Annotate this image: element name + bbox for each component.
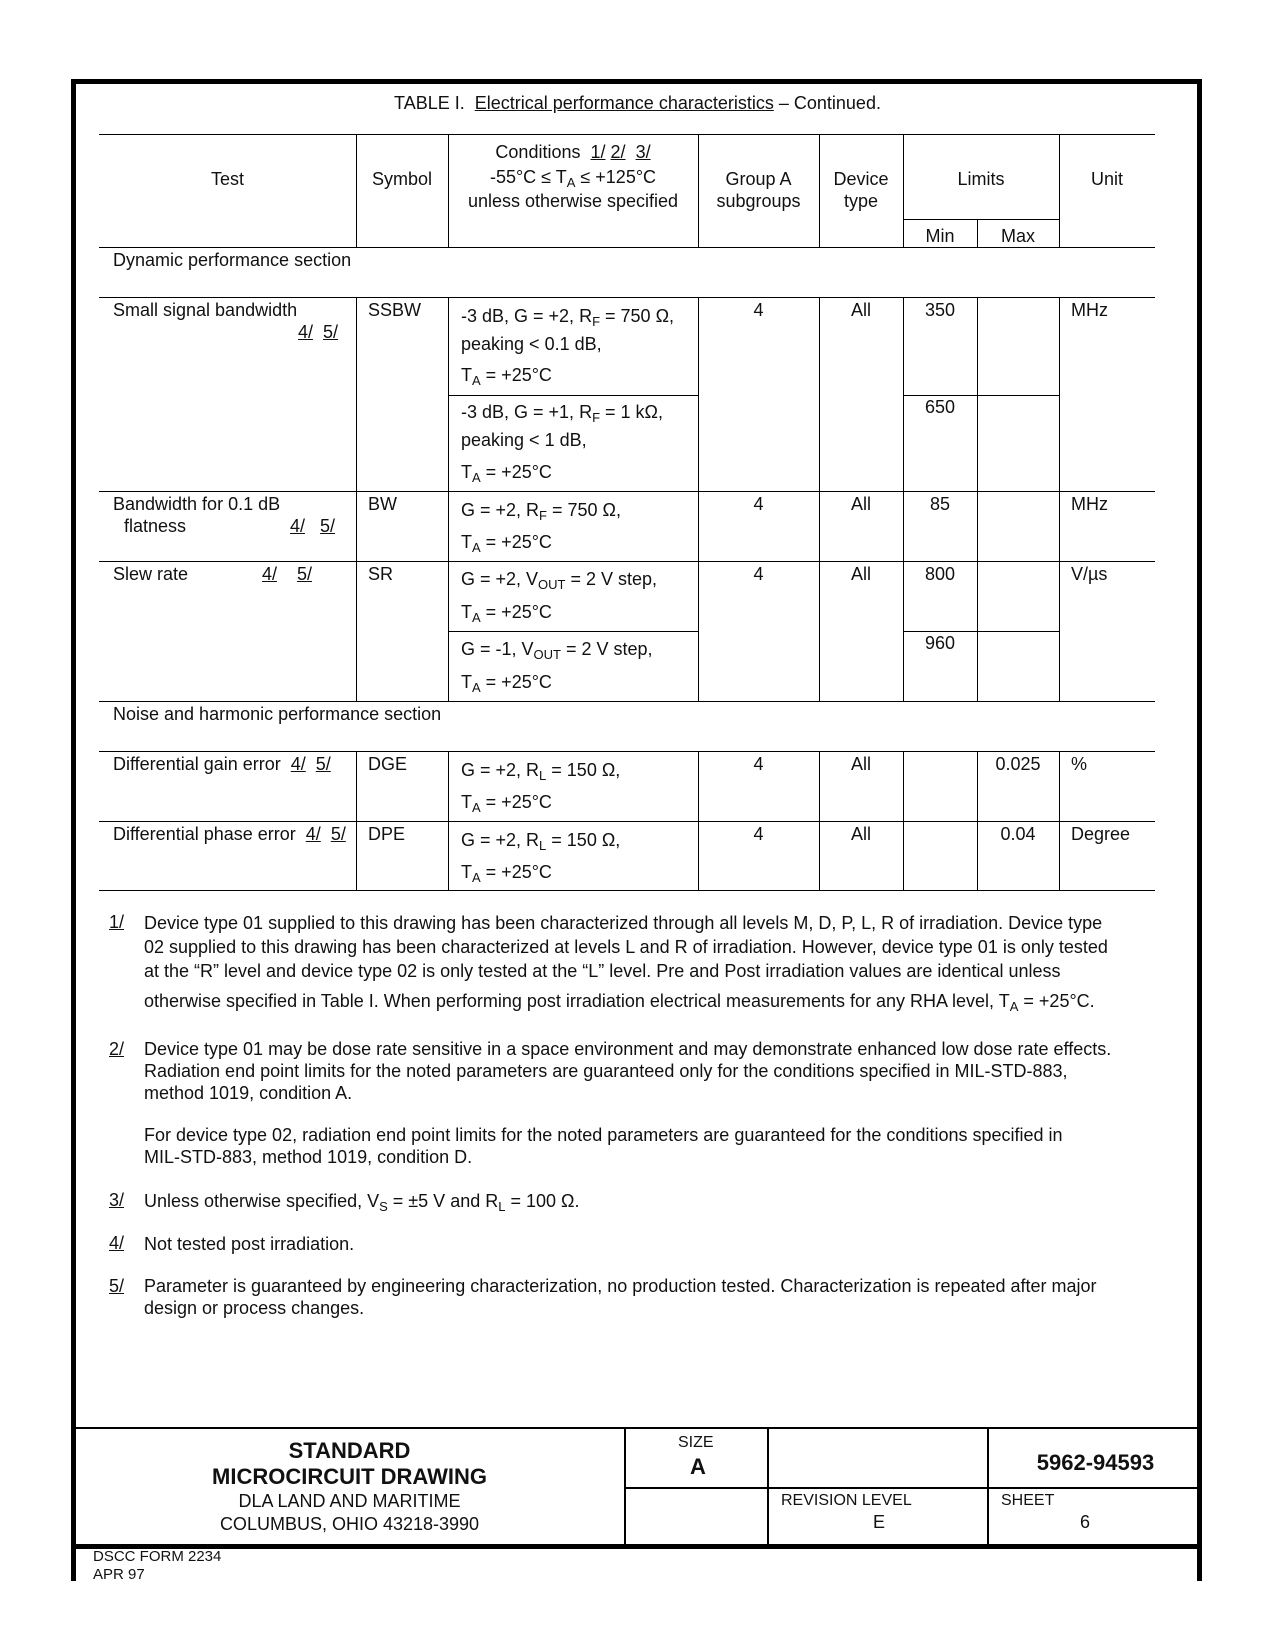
sr-cond1-line2: $T_A = +25^\circ C$ [461, 602, 552, 625]
ssbw-refs: 4/ 5/ [298, 322, 339, 342]
ssbw-cond2-line1: -3 dB, G = +1, $R_F = 1$ kΩ, [461, 402, 663, 425]
note-2: Device type 01 may be dose rate sensitive in a space environment and may demonstrate enhanced low dose rate effects. Radiation end point limits for the noted parameters are guaranteed only for the conditions specified in MIL-STD-883, method 1019, condition A. For device type 02, radiation end point limits for the noted parameters are guaranteed for the conditions specified in MIL-STD-883, method 1019, condition D. [144, 1039, 1112, 1167]
note-1-number: 1/ [109, 912, 125, 932]
sr-cond2-line1: G = -1, $V_{OUT} = 2$ V step, [461, 639, 653, 662]
header-unit: Unit [1090, 169, 1123, 189]
bw-cond-line1: G = +2, $R_F = 750$ Ω, [461, 500, 622, 523]
ssbw-cond2-line2: peaking < 1 dB, [461, 430, 587, 450]
dge-test: Differential gain error 4/ 5/ [113, 754, 331, 774]
ssbw-cond1-line1: -3 dB, G = +2, $R_F = 750$ Ω, [461, 306, 675, 329]
note-2-number: 2/ [109, 1039, 125, 1059]
size-value: A [690, 1454, 706, 1479]
header-test: Test [210, 169, 244, 189]
sheet-label: SHEET [1001, 1492, 1055, 1509]
note-5-number: 5/ [109, 1276, 125, 1296]
footer-org-2: COLUMBUS, OHIO 43218-3990 [219, 1514, 480, 1534]
dpe-group: 4 [753, 824, 764, 844]
ssbw-cond2-line3: $T_A = +25^\circ C$ [461, 462, 552, 485]
dge-group: 4 [753, 754, 764, 774]
ssbw-cond1-line2: peaking < 0.1 dB, [461, 334, 602, 354]
dpe-device: All [850, 824, 871, 844]
bw-test-2: flatness [124, 516, 187, 536]
ssbw-group: 4 [753, 300, 764, 320]
dge-symbol: DGE [368, 754, 408, 774]
sr-cond2-line2: $T_A = +25^\circ C$ [461, 672, 552, 695]
dge-unit: % [1071, 754, 1088, 774]
section-noise: Noise and harmonic performance section [113, 704, 442, 724]
bw-group: 4 [753, 494, 764, 514]
dpe-max: 0.04 [1000, 824, 1036, 844]
dge-cond-line2: $T_A = +25^\circ C$ [461, 792, 552, 815]
sr-min2: 960 [924, 633, 956, 653]
ssbw-unit: MHz [1071, 300, 1108, 320]
bw-cond-line2: $T_A = +25^\circ C$ [461, 532, 552, 555]
footer-title-1: STANDARD [288, 1438, 411, 1463]
form-date: APR 97 [93, 1566, 145, 1583]
header-device: Device [833, 169, 889, 189]
bw-min: 85 [929, 494, 951, 514]
form-number: DSCC FORM 2234 [93, 1548, 222, 1565]
bw-symbol: BW [368, 494, 397, 514]
dpe-unit: Degree [1071, 824, 1131, 844]
sr-device: All [850, 564, 871, 584]
ssbw-symbol: SSBW [368, 300, 422, 320]
document-number: 5962-94593 [1036, 1450, 1155, 1475]
header-symbol: Symbol [371, 169, 433, 189]
dpe-cond-line1: G = +2, $R_L = 150$ Ω, [461, 830, 621, 853]
dpe-symbol: DPE [368, 824, 406, 844]
header-conditions-range: $-55^\circ C \le T_A \le +125^\circ C$ [489, 167, 657, 190]
dpe-test: Differential phase error 4/ 5/ [113, 824, 346, 844]
ssbw-min2: 650 [924, 397, 956, 417]
header-max: Max [1000, 226, 1035, 246]
header-limits: Limits [957, 169, 1005, 189]
note-3-number: 3/ [109, 1190, 125, 1210]
sr-group: 4 [753, 564, 764, 584]
ssbw-min1: 350 [924, 300, 956, 320]
note-4: Not tested post irradiation. [144, 1234, 355, 1254]
revision-value: E [873, 1512, 886, 1532]
dge-max: 0.025 [995, 754, 1041, 774]
header-conditions: Conditions 1/ 2/ 3/ [495, 142, 651, 162]
dge-device: All [850, 754, 871, 774]
note-1: Device type 01 supplied to this drawing has been characterized through all levels M, D, P, L, R of irradiation. Device type 02 supplied to this drawing has been characterized at levels L and R of irradiation. However, device type 01 is only tested at the “R” level and device type 02 is only tested at the “L” level. Pre and Post irradiation values are identical unless otherwise specified in Table I. When performing post irradiation electrical measurements for any RHA level, $T_A = +25^\circ C$. [144, 913, 1108, 1014]
note-4-number: 4/ [109, 1233, 125, 1253]
section-dynamic: Dynamic performance section [113, 250, 352, 270]
bw-test: Bandwidth for 0.1 dB [113, 494, 281, 514]
dpe-cond-line2: $T_A = +25^\circ C$ [461, 862, 552, 885]
header-subgroups: subgroups [716, 191, 801, 211]
header-min: Min [925, 226, 955, 246]
bw-unit: MHz [1071, 494, 1108, 514]
ssbw-test: Small signal bandwidth [113, 300, 298, 320]
sr-unit: V/µs [1071, 564, 1108, 584]
table-caption: TABLE I. Electrical performance characteristics – Continued. [394, 93, 881, 113]
header-group-a: Group A [725, 169, 792, 189]
sr-test: Slew rate [113, 564, 189, 584]
dge-cond-line1: G = +2, $R_L = 150$ Ω, [461, 760, 621, 783]
sr-min1: 800 [924, 564, 956, 584]
bw-refs: 4/ 5/ [290, 516, 336, 536]
header-conditions-note: unless otherwise specified [467, 191, 679, 211]
footer-org-1: DLA LAND AND MARITIME [238, 1491, 461, 1511]
ssbw-cond1-line3: $T_A = +25^\circ C$ [461, 365, 552, 388]
sr-symbol: SR [368, 564, 394, 584]
ssbw-device: All [850, 300, 871, 320]
size-label: SIZE [678, 1434, 714, 1451]
revision-label: REVISION LEVEL [781, 1492, 912, 1509]
sheet-value: 6 [1080, 1512, 1091, 1532]
sr-refs: 4/ 5/ [262, 564, 313, 584]
note-3: Unless otherwise specified, $V_S = \pm 5$ V and $R_L = 100$ Ω. [144, 1191, 580, 1214]
note-5: Parameter is guaranteed by engineering characterization, no production tested. Characterization is repeated after major design or process changes. [144, 1276, 1097, 1318]
bw-device: All [850, 494, 871, 514]
footer-title-2: MICROCIRCUIT DRAWING [212, 1464, 487, 1489]
header-device-type: type [843, 191, 879, 211]
sr-cond1-line1: G = +2, $V_{OUT} = 2$ V step, [461, 569, 658, 592]
